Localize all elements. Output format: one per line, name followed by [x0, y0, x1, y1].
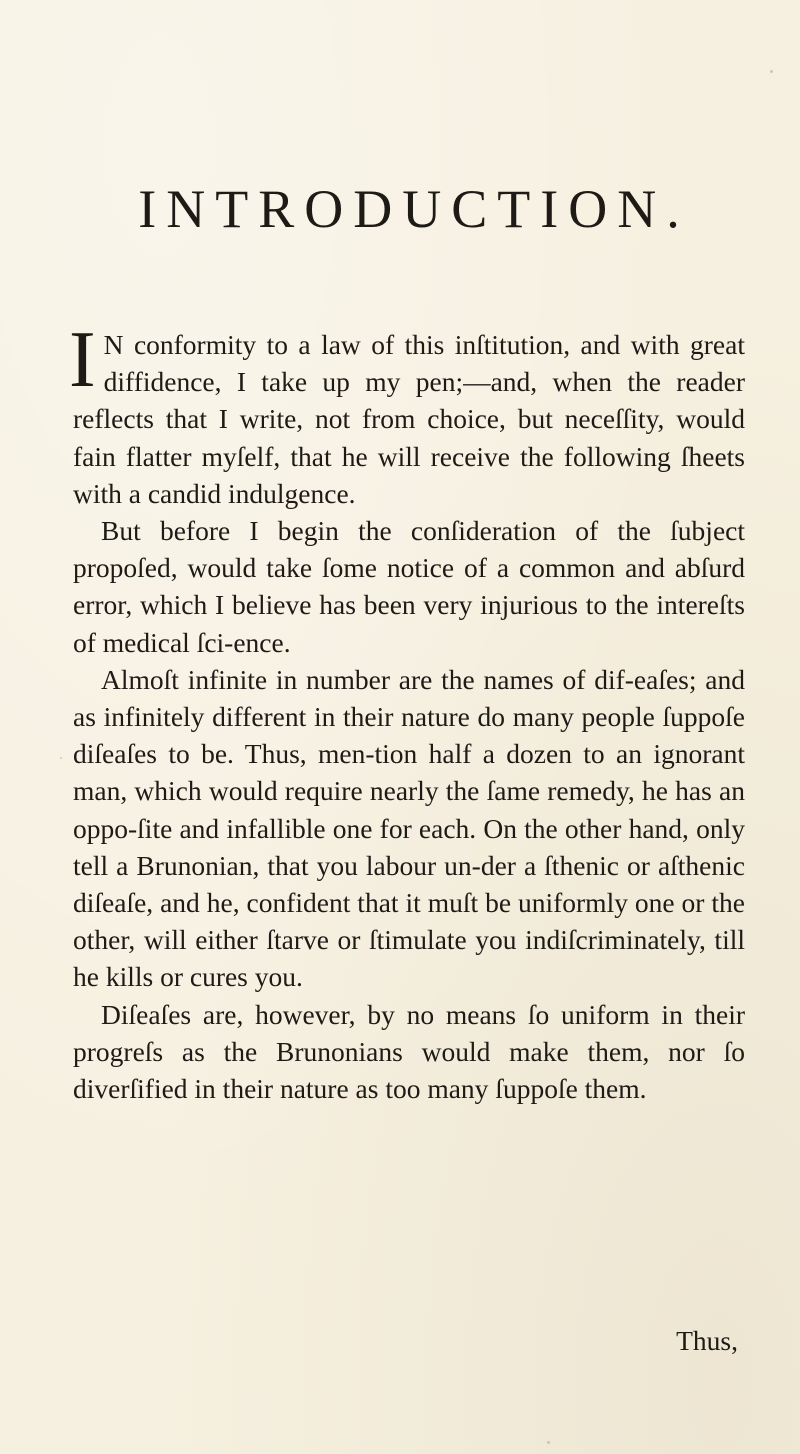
- paragraph-1: [69, 316, 745, 512]
- catchword: Thus,: [676, 1325, 738, 1356]
- paragraph-4: Diſeaſes are, however, by no means ſo uniform in their progreſs as the Brunonians would make them, nor ſo diverſified in their nature as too many ſuppoſe them.: [73, 998, 745, 1105]
- paragraph-2: But before I begin the conſideration of the ſubject propoſed, would take ſome notice of a common and abſurd error, which I believe has been very injurious to the intereſts of medical ſci-ence.: [73, 515, 745, 658]
- drop-cap: I: [69, 316, 96, 404]
- paper-speck: [770, 70, 773, 73]
- chapter-title: INTRODUCTION.: [138, 179, 690, 239]
- paragraph-3: Almoſt infinite in number are the names of dif-eaſes; and as infinitely different in their nature do many people ſuppoſe diſeaſes to be. Thus, men-tion half a dozen to an ignorant man, which would require nearly the ſame remedy, he has an oppo-ſite and infallible one for each. On the other hand, only tell a Brunonian, that you labour un-der a ſthenic or aſthenic diſeaſe, and he, confident that it muſt be uniformly one or the other, will either ſtarve or ſtimulate you indiſcriminately, till he kills or cures you.: [73, 663, 745, 993]
- paper-speck: [547, 1441, 550, 1444]
- paragraph-1-text: N conformity to a law of this inſtitution, and with great diffidence, I take up my pen;—and, when the reader reflects that I write, not from choice, but neceſſity, would fain flatter myſelf, that he will receive the following ſheets with a candid indulgence.: [73, 329, 745, 509]
- paper-speck: [60, 757, 62, 759]
- body-text: [69, 316, 745, 1107]
